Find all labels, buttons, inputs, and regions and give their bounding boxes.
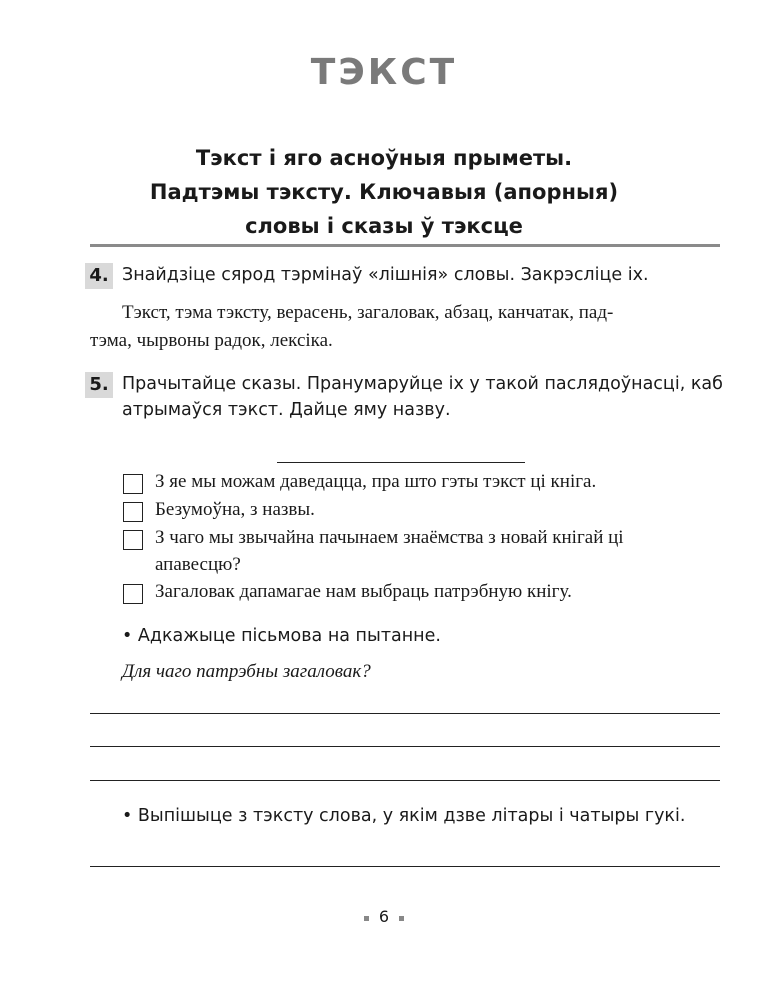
task-4-instruction: Знайдзіце сярод тэрмінаў «лішнія» словы. Закрэсліце іх. [122, 265, 649, 285]
subtitle-line-3: словы і сказы ў тэксце [245, 214, 523, 238]
sentence-3: З чаго мы звычайна пачынаем знаёмства з новай кнігай ці [155, 527, 624, 548]
task-number-5: 5. [85, 372, 113, 398]
sentence-1: З яе мы можам даведацца, пра што гэты тэкст ці кніга. [155, 471, 597, 492]
task-5-instruction-line-1: Прачытайце сказы. Пранумаруйце іх у такой паслядоўнасці, каб [122, 374, 723, 394]
order-checkbox-3[interactable] [123, 530, 143, 550]
page-number-ornament-left [364, 916, 369, 921]
title-answer-line[interactable] [277, 462, 525, 463]
sentence-4: Загаловак дапамагае нам выбраць патрэбную кнігу. [155, 581, 572, 602]
page-title: ТЭКСТ [310, 52, 458, 93]
bullet-text: Адкажыце пісьмова на пытанне. [137, 626, 441, 646]
sentence-3-continued: апавесцю? [155, 554, 241, 575]
page-number-ornament-right [399, 916, 404, 921]
page-number: 6 [378, 907, 390, 926]
sentence-2: Безумоўна, з назвы. [155, 499, 315, 520]
bullet-instruction-1: • Адкажыце пісьмова на пытанне. [122, 626, 441, 646]
task-4-text-line-2: тэма, чырвоны радок, лексіка. [90, 330, 333, 351]
task-4-text-line-1: Тэкст, тэма тэксту, верасень, загаловак, абзац, канчатак, пад- [122, 302, 614, 323]
answer-line-3[interactable] [90, 780, 720, 781]
answer-line-1[interactable] [90, 713, 720, 714]
subtitle-line-1: Тэкст і яго асноўныя прыметы. [195, 146, 573, 170]
task-number-4: 4. [85, 263, 113, 289]
bullet-instruction-2: • Выпішыце з тэксту слова, у якім дзве літары і чатыры гукі. [122, 806, 686, 826]
answer-line-4[interactable] [90, 866, 720, 867]
bullet-text: Выпішыце з тэксту слова, у якім дзве літары і чатыры гукі. [137, 806, 686, 826]
order-checkbox-1[interactable] [123, 474, 143, 494]
divider [90, 244, 720, 247]
question-text: Для чаго патрэбны загаловак? [122, 661, 371, 682]
task-5-instruction-line-2: атрымаўся тэкст. Дайце яму назву. [122, 400, 451, 420]
order-checkbox-4[interactable] [123, 584, 143, 604]
subtitle-line-2: Падтэмы тэксту. Ключавыя (апорныя) [149, 180, 619, 204]
order-checkbox-2[interactable] [123, 502, 143, 522]
answer-line-2[interactable] [90, 746, 720, 747]
